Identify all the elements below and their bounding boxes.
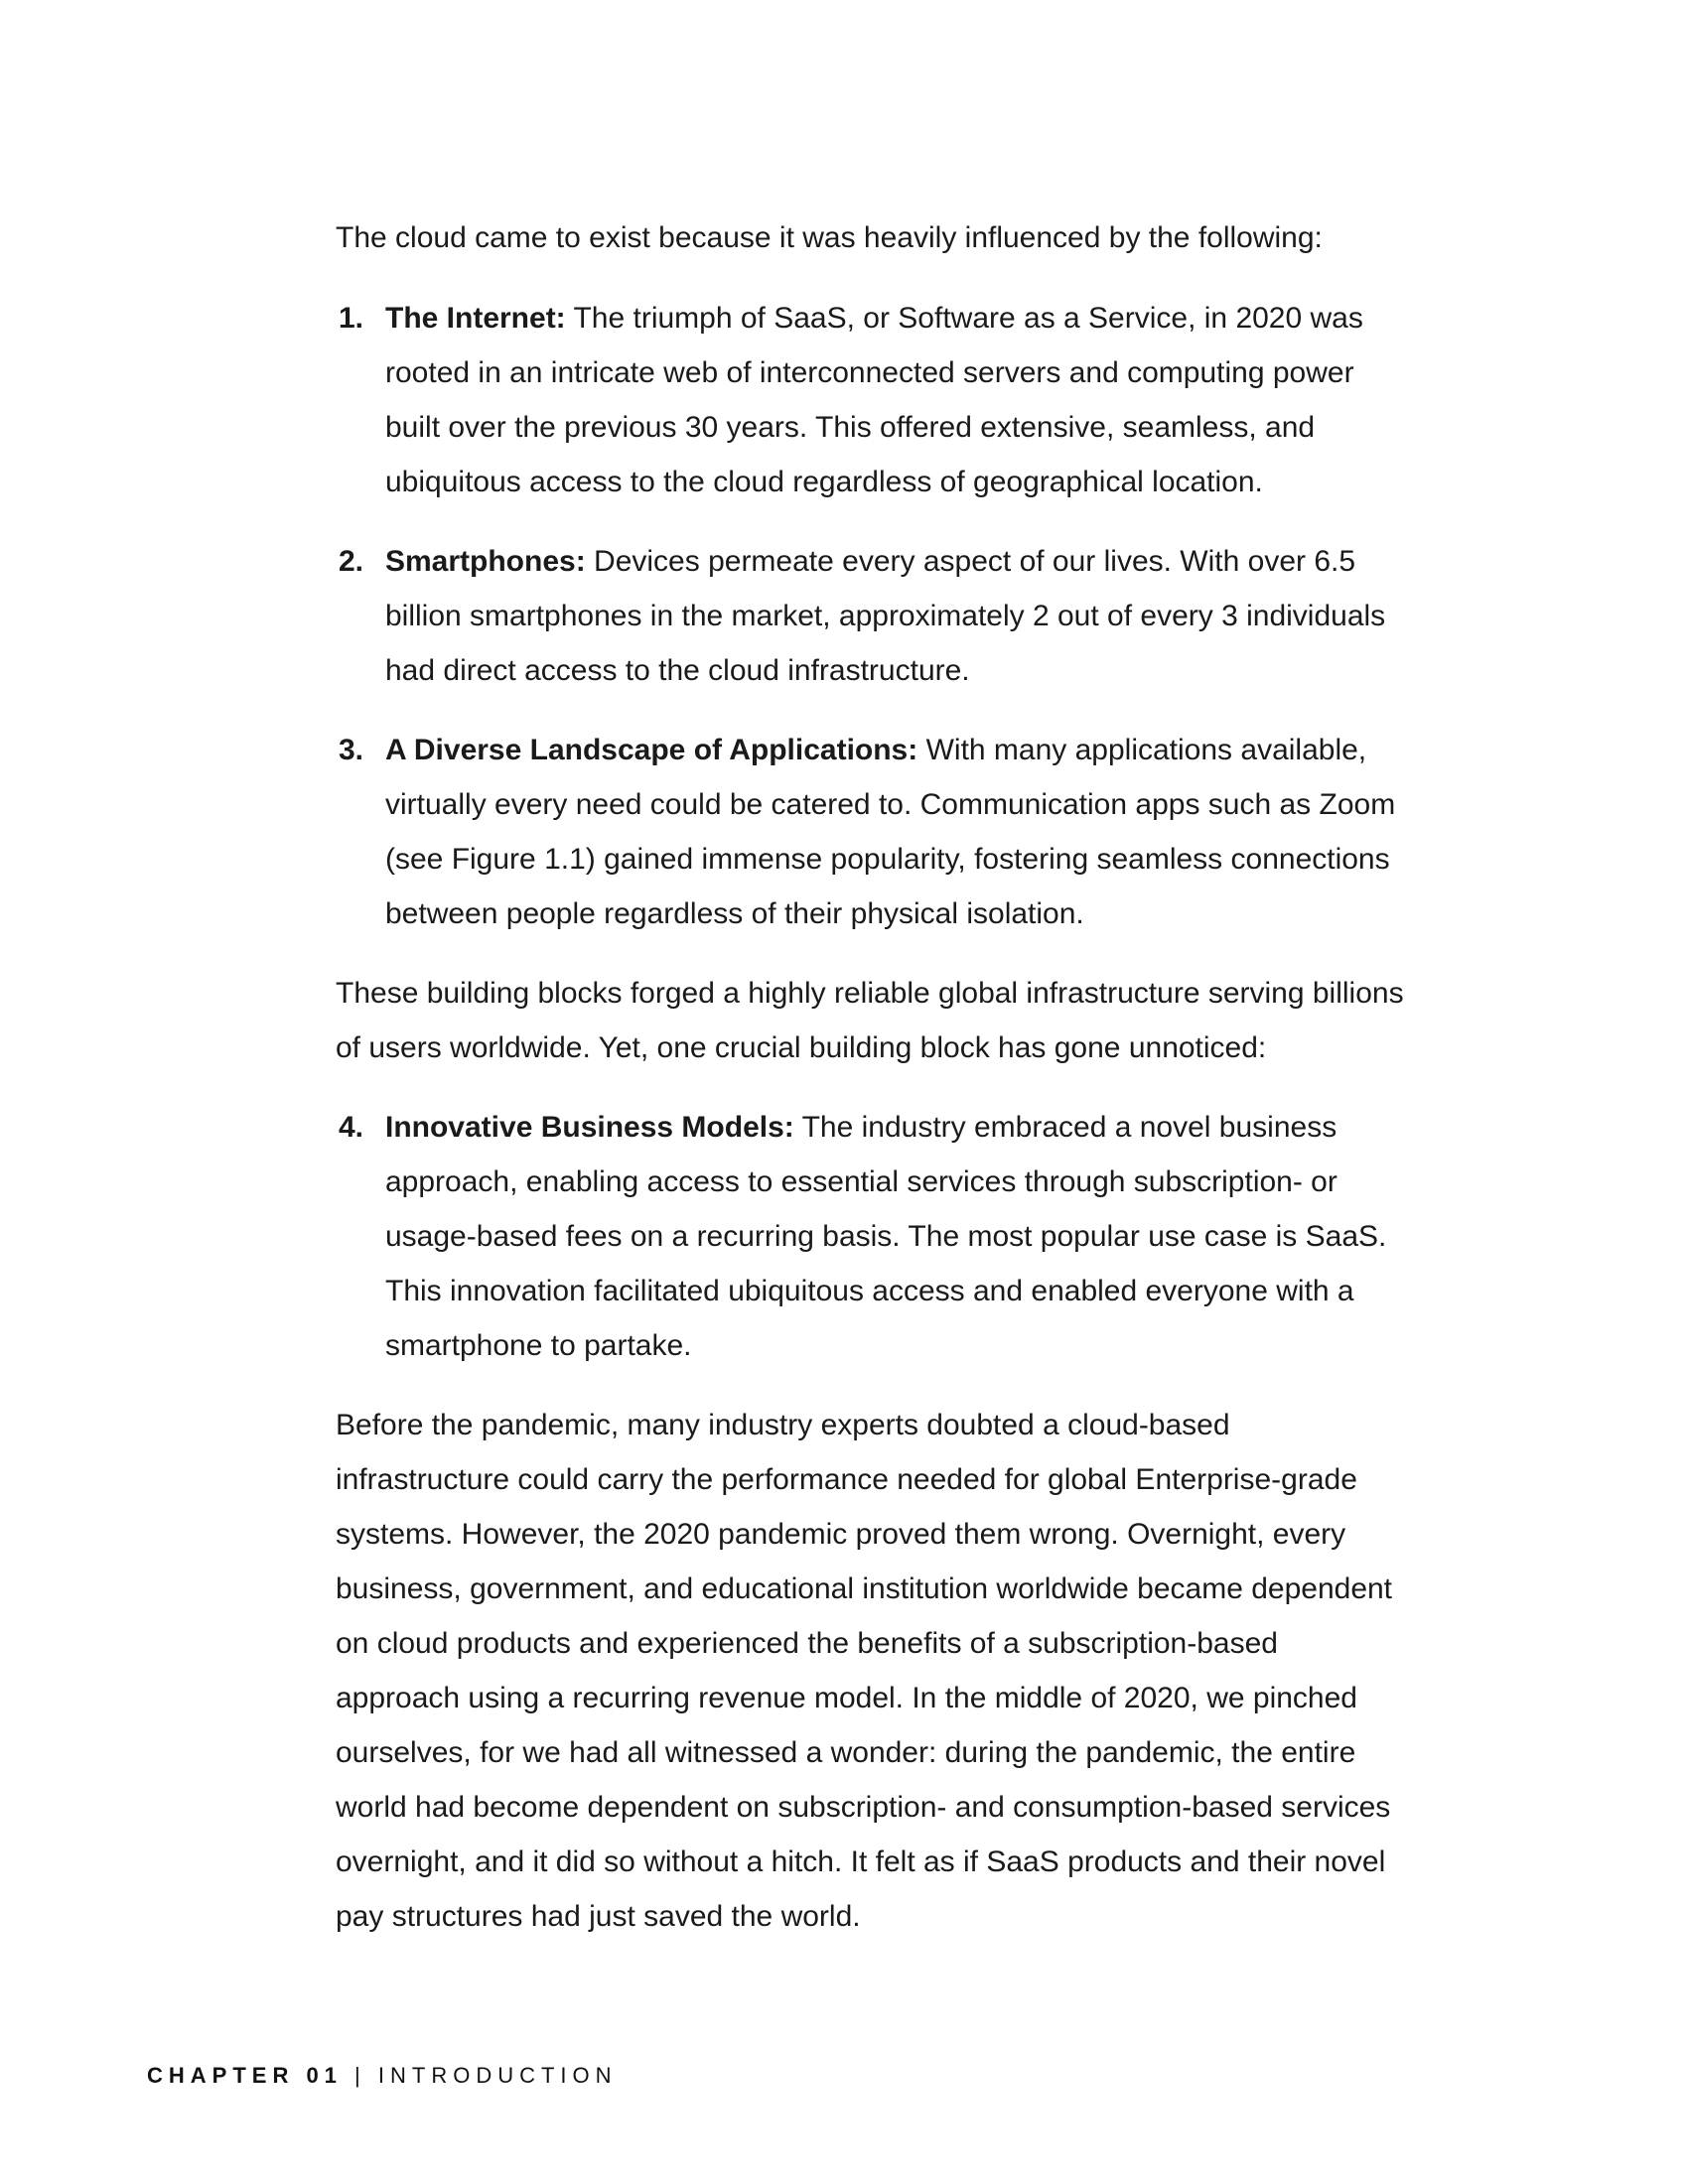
footer-section: INTRODUCTION [377,2063,618,2088]
list-number: 4. [339,1111,364,1144]
list-item [336,534,1408,698]
list-item [336,723,1408,941]
page-footer [147,2063,618,2089]
list-term: Smartphones: [385,545,586,578]
list-number: 3. [339,734,364,766]
business-models-list [336,1100,1408,1373]
building-blocks-paragraph: These building blocks forged a highly reliable global infrastructure serving billions of users worldwide. Yet, one crucial building block has gone unnoticed: [336,977,1404,1064]
list-number: 2. [339,545,364,578]
list-term: Innovative Business Models: [385,1111,794,1144]
closing-paragraph: Before the pandemic, many industry experts doubted a cloud-based infrastructure could carry the performance needed for global Enterprise-grade systems. However, the 2020 pandemic proved them wrong. Overnight, every business, government, and educational institution worldwide became dependent on cloud products and experienced the benefits of a subscription-based approach using a recurring revenue model. In the middle of 2020, we pinched ourselves, for we had all witnessed a wonder: during the pandemic, the entire world had become dependent on subscription- and consumption-based services overnight, and it did so without a hitch. It felt as if SaaS products and their novel pay structures had just saved the world. [336,1409,1393,1933]
influences-list [336,291,1408,941]
list-item [336,1100,1408,1373]
intro-paragraph: The cloud came to exist because it was heavily influenced by the following: [336,221,1323,254]
list-text: With many applications available, virtually every need could be catered to. Communication apps such as Zoom (see Figure 1.1) gained immense popularity, fostering seamless connections between people regardless of their physical isolation. [385,734,1396,930]
footer-separator: | [354,2063,366,2088]
list-term: A Diverse Landscape of Applications: [385,734,918,766]
list-number: 1. [339,302,364,335]
page-body [336,210,1408,1944]
list-text: The triumph of SaaS, or Software as a Service, in 2020 was rooted in an intricate web of interconnected servers and computing power built over the previous 30 years. This offered extensive, seamless, and ubiquitous access to the cloud regardless of geographical location. [385,302,1363,498]
list-item [336,291,1408,509]
list-text: Devices permeate every aspect of our lives. With over 6.5 billion smartphones in the market, approximately 2 out of every 3 individuals had direct access to the cloud infrastructure. [385,545,1386,687]
list-text: The industry embraced a novel business approach, enabling access to essential services through subscription- or usage-based fees on a recurring basis. The most popular use case is SaaS. This innovation facilitated ubiquitous access and enabled everyone with a smartphone to partake. [385,1111,1387,1362]
list-term: The Internet: [385,302,566,335]
footer-chapter: CHAPTER 01 [147,2063,343,2088]
